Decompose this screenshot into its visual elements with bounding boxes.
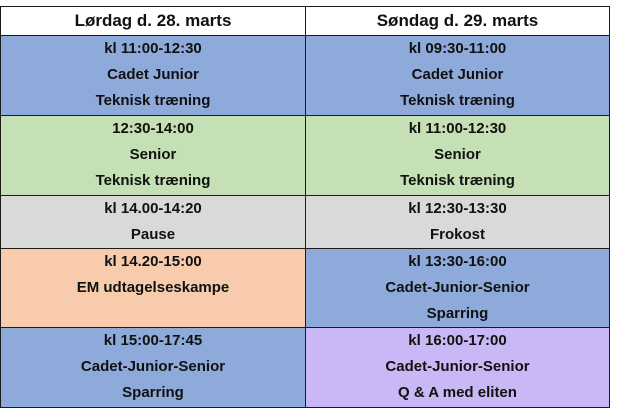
saturday-header: Lørdag d. 28. marts [1,7,306,36]
cell-group: Cadet-Junior-Senior [385,279,530,296]
cell-time: 12:30-14:00 [112,120,194,137]
cell-time: kl 16:00-17:00 [408,332,507,349]
sunday-cell [306,196,610,249]
sunday-cell [306,249,610,328]
saturday-cell [1,116,306,196]
header-row [1,7,610,36]
cell-time: kl 09:30-11:00 [408,40,507,57]
schedule-row [1,116,610,196]
cell-activity: Teknisk træning [95,92,211,109]
saturday-cell [1,36,306,116]
schedule-table [0,6,610,408]
saturday-cell [1,328,306,408]
cell-activity: Teknisk træning [400,172,515,189]
sunday-cell [306,116,610,196]
cell-group: EM udtagelseskampe [76,279,230,296]
cell-activity: Q & A med eliten [398,384,517,401]
cell-group: Cadet-Junior-Senior [385,358,530,375]
cell-time: kl 12:30-13:30 [408,200,507,217]
sunday-cell [306,328,610,408]
cell-activity: Teknisk træning [95,172,211,189]
saturday-cell [1,196,306,249]
saturday-cell [1,249,306,328]
sunday-header: Søndag d. 29. marts [306,7,610,36]
cell-group: Pause [130,226,176,243]
cell-time: kl 15:00-17:45 [103,332,203,349]
cell-group: Cadet Junior [411,66,504,83]
cell-group: Frokost [429,226,485,243]
sunday-cell [306,36,610,116]
cell-activity: Sparring [122,384,184,401]
schedule-row [1,36,610,116]
cell-group: Senior [434,146,481,163]
cell-time: kl 13:30-16:00 [408,253,507,270]
cell-group: Cadet-Junior-Senior [80,358,226,375]
cell-activity: Teknisk træning [400,92,515,109]
cell-time: kl 14.00-14:20 [104,200,202,217]
cell-time: kl 11:00-12:30 [104,40,202,57]
cell-group: Senior [129,146,177,163]
schedule-row [1,249,610,328]
cell-time: kl 14.20-15:00 [104,253,202,270]
cell-time: kl 11:00-12:30 [408,120,507,137]
cell-activity: Sparring [426,305,489,322]
cell-group: Cadet Junior [107,66,199,83]
schedule-row [1,328,610,408]
schedule-row [1,196,610,249]
